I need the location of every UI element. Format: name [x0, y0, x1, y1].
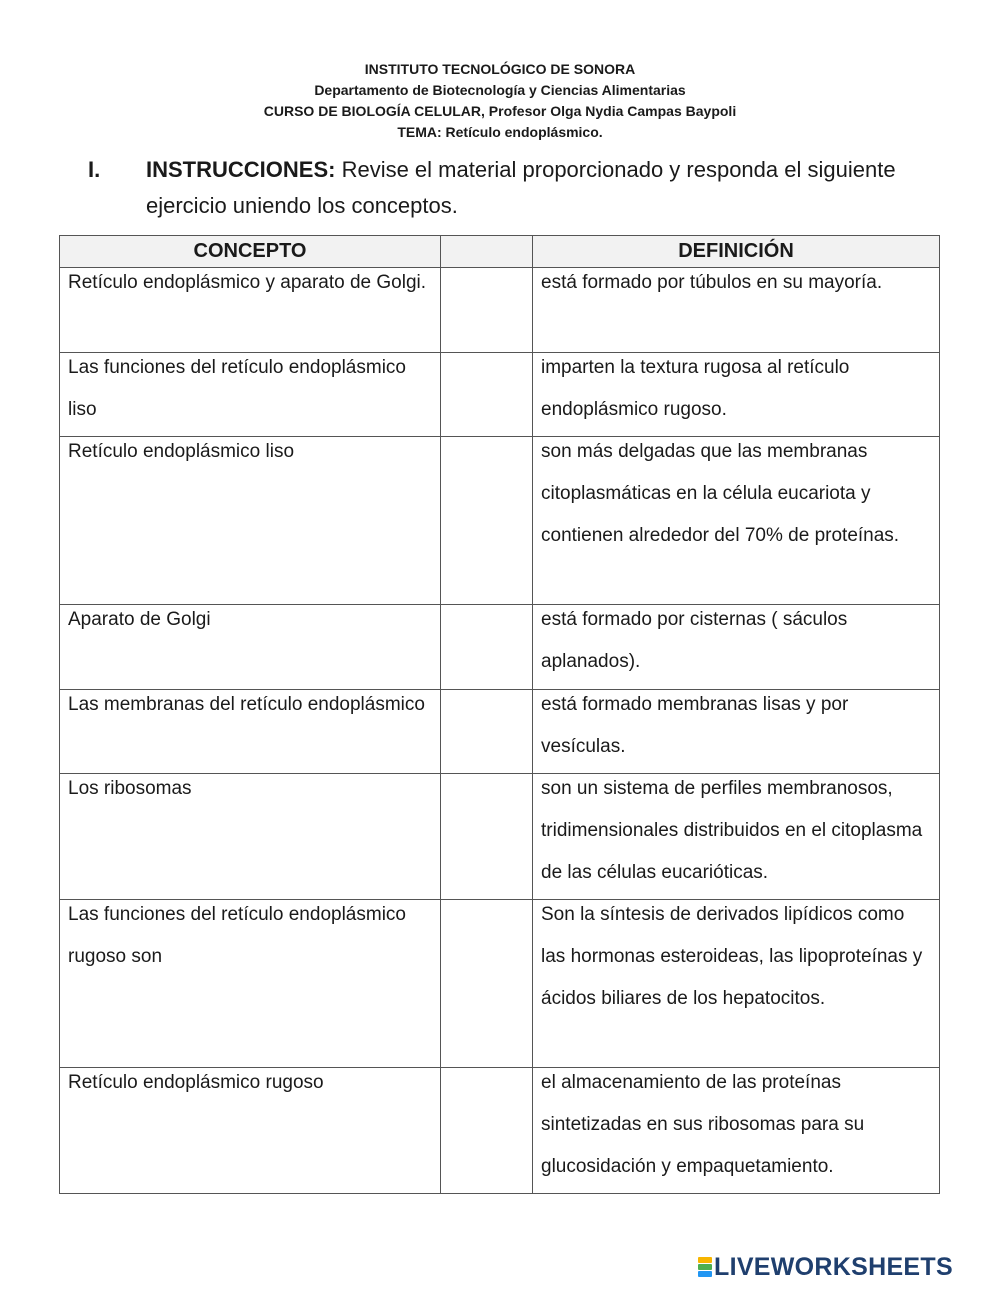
definition-header: DEFINICIÓN: [533, 236, 940, 268]
logo-bar-blue: [698, 1271, 712, 1277]
answer-cell[interactable]: [441, 690, 533, 774]
concept-cell: Retículo endoplásmico y aparato de Golgi.: [60, 268, 441, 353]
answer-cell[interactable]: [441, 900, 533, 1068]
instructions-text: Revise el material proporcionado y responda el siguiente ejercicio uniendo los conceptos.: [146, 157, 896, 218]
definition-cell: Son la síntesis de derivados lipídicos como las hormonas esteroideas, las lipoproteínas y ácidos biliares de los hepatocitos.: [533, 900, 940, 1068]
concept-header: CONCEPTO: [60, 236, 441, 268]
answer-cell[interactable]: [441, 774, 533, 900]
liveworksheets-logo: [698, 1252, 953, 1282]
department-name: Departamento de Biotecnología y Ciencias Alimentarias: [314, 82, 686, 98]
concept-cell: Los ribosomas: [60, 774, 441, 900]
definition-cell: está formado por cisternas ( sáculos aplanados).: [533, 605, 940, 690]
liveworksheets-wordmark: LIVEWORKSHEETS: [714, 1252, 953, 1281]
institution-name: INSTITUTO TECNOLÓGICO DE SONORA: [364, 61, 636, 77]
table-row: [60, 900, 940, 1068]
answer-cell[interactable]: [441, 437, 533, 605]
definition-cell: el almacenamiento de las proteínas sintetizadas en sus ribosomas para su glucosidación y empaquetamiento.: [533, 1068, 940, 1194]
table-row: [60, 437, 940, 605]
table-row: [60, 353, 940, 437]
answer-cell[interactable]: [441, 268, 533, 353]
concept-cell: Aparato de Golgi: [60, 605, 441, 690]
concept-cell: Retículo endoplásmico liso: [60, 437, 441, 605]
instructions-number: I.: [88, 157, 101, 182]
definition-cell: son un sistema de perfiles membranosos, tridimensionales distribuidos en el citoplasma de las células eucarióticas.: [533, 774, 940, 900]
answer-header: [441, 236, 533, 268]
logo-bar-green: [698, 1264, 712, 1270]
definition-cell: está formado por túbulos en su mayoría.: [533, 268, 940, 353]
answer-cell[interactable]: [441, 605, 533, 690]
concept-cell: Las membranas del retículo endoplásmico: [60, 690, 441, 774]
definition-cell: imparten la textura rugosa al retículo endoplásmico rugoso.: [533, 353, 940, 437]
concept-cell: Retículo endoplásmico rugoso: [60, 1068, 441, 1194]
definition-cell: está formado membranas lisas y por vesículas.: [533, 690, 940, 774]
document-header: [0, 59, 1000, 143]
concept-cell: Las funciones del retículo endoplásmico liso: [60, 353, 441, 437]
answer-cell[interactable]: [441, 1068, 533, 1194]
matching-table: [59, 235, 940, 1194]
table-row: [60, 690, 940, 774]
course-name: CURSO DE BIOLOGÍA CELULAR, Profesor Olga Nydia Campas Baypoli: [263, 103, 737, 119]
table-row: [60, 605, 940, 690]
table-row: [60, 268, 940, 353]
instructions: [88, 152, 948, 224]
table-row: [60, 774, 940, 900]
logo-bar-yellow: [698, 1257, 712, 1263]
answer-cell[interactable]: [441, 353, 533, 437]
definition-cell: son más delgadas que las membranas citoplasmáticas en la célula eucariota y contienen alrededor del 70% de proteínas.: [533, 437, 940, 605]
topic-title: TEMA: Retículo endoplásmico.: [397, 124, 603, 140]
instructions-label: INSTRUCCIONES:: [146, 157, 336, 182]
table-row: [60, 1068, 940, 1194]
concept-cell: Las funciones del retículo endoplásmico rugoso son: [60, 900, 441, 1068]
liveworksheets-icon: [698, 1257, 712, 1277]
